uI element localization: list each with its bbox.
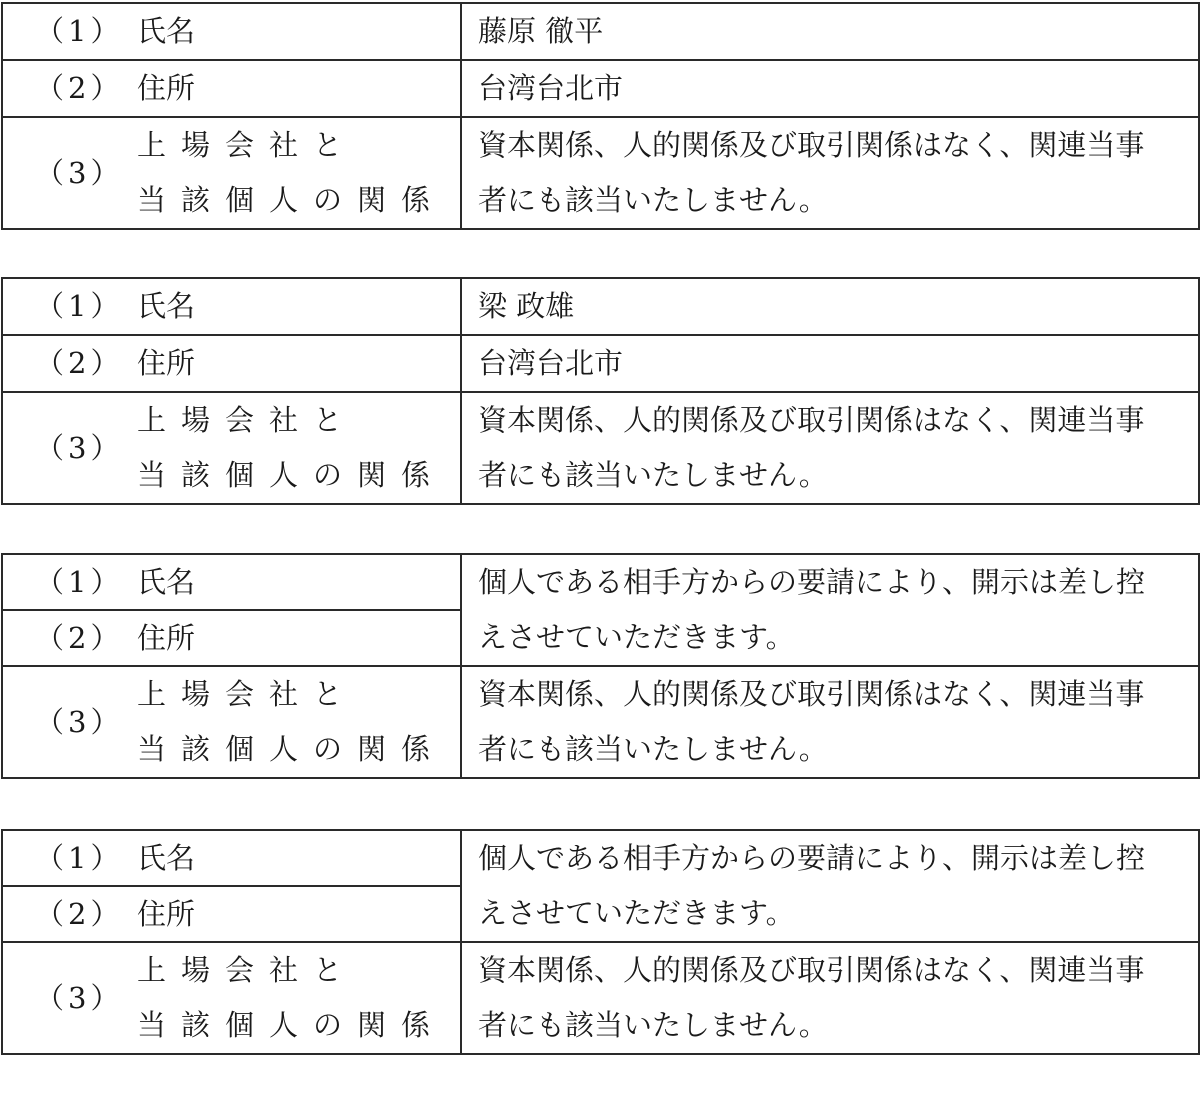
name-value: 藤原 徹平 [461,3,1199,60]
item-number: （2） [35,620,124,655]
relationship-value [461,942,1199,1054]
address-label: 住所 [137,896,196,931]
relationship-label [137,667,447,777]
relationship-label [137,393,447,503]
item-number: （3） [35,430,124,465]
relationship-text-line: 者にも該当いたしません。 [478,1008,828,1042]
label-cell-name [2,278,461,335]
relationship-label-line: 当該個人の関係 [137,732,446,766]
label-cell-address [2,886,461,942]
item-number: （3） [35,704,124,739]
label-cell-name [2,3,461,60]
label-cell-address [2,335,461,392]
item-number: （2） [35,71,124,105]
relationship-label-line: 上場会社と [137,953,358,987]
name-value: 梁 政雄 [461,278,1199,335]
label-cell-relationship [2,117,461,229]
label-cell-name [2,554,461,610]
item-number: （3） [35,980,124,1015]
withheld-value [461,554,1199,666]
item-number: （1） [35,840,124,875]
item-number: （2） [35,896,124,931]
relationship-value [461,392,1199,504]
relationship-label-line: 当該個人の関係 [137,458,446,492]
name-label: 氏名 [137,564,196,599]
relationship-text-line: 者にも該当いたしません。 [478,458,828,492]
label-cell-relationship [2,942,461,1054]
relationship-label-line: 上場会社と [137,677,358,711]
relationship-text-line: 資本関係、人的関係及び取引関係はなく、関連当事 [478,953,1145,987]
relationship-label-line: 当該個人の関係 [137,183,446,217]
relationship-label-line: 当該個人の関係 [137,1008,446,1042]
name-label: 氏名 [137,840,196,875]
address-value: 台湾台北市 [461,60,1199,117]
relationship-text-line: 資本関係、人的関係及び取引関係はなく、関連当事 [478,677,1145,711]
address-label: 住所 [137,71,196,105]
label-cell-relationship [2,666,461,778]
item-number: （1） [35,289,124,323]
relationship-text-line: 資本関係、人的関係及び取引関係はなく、関連当事 [478,128,1145,162]
item-number: （1） [35,564,124,599]
relationship-label-line: 上場会社と [137,128,358,162]
item-number: （1） [35,14,124,48]
relationship-label-line: 上場会社と [137,403,358,437]
withheld-text-line: 個人である相手方からの要請により、開示は差し控 [478,841,1146,875]
relationship-label [137,943,447,1053]
person-table-1 [1,2,1198,221]
label-cell-name [2,830,461,886]
name-label: 氏名 [137,14,196,48]
name-label: 氏名 [137,289,196,323]
item-number: （2） [35,346,124,380]
label-cell-address [2,60,461,117]
withheld-text-line: えさせていただきます。 [478,620,795,654]
label-cell-relationship [2,392,461,504]
person-table-4 [1,829,1198,1048]
person-table-2 [1,277,1198,496]
address-label: 住所 [137,346,196,380]
person-table-3 [1,553,1198,772]
withheld-text-line: 個人である相手方からの要請により、開示は差し控 [478,565,1146,599]
withheld-value [461,830,1199,942]
relationship-label [137,118,447,228]
relationship-value [461,666,1199,778]
relationship-value [461,117,1199,229]
label-cell-address [2,610,461,666]
withheld-text-line: えさせていただきます。 [478,896,795,930]
address-value: 台湾台北市 [461,335,1199,392]
address-label: 住所 [137,620,196,655]
item-number: （3） [35,155,124,190]
relationship-text-line: 資本関係、人的関係及び取引関係はなく、関連当事 [478,403,1145,437]
relationship-text-line: 者にも該当いたしません。 [478,732,828,766]
relationship-text-line: 者にも該当いたしません。 [478,183,828,217]
